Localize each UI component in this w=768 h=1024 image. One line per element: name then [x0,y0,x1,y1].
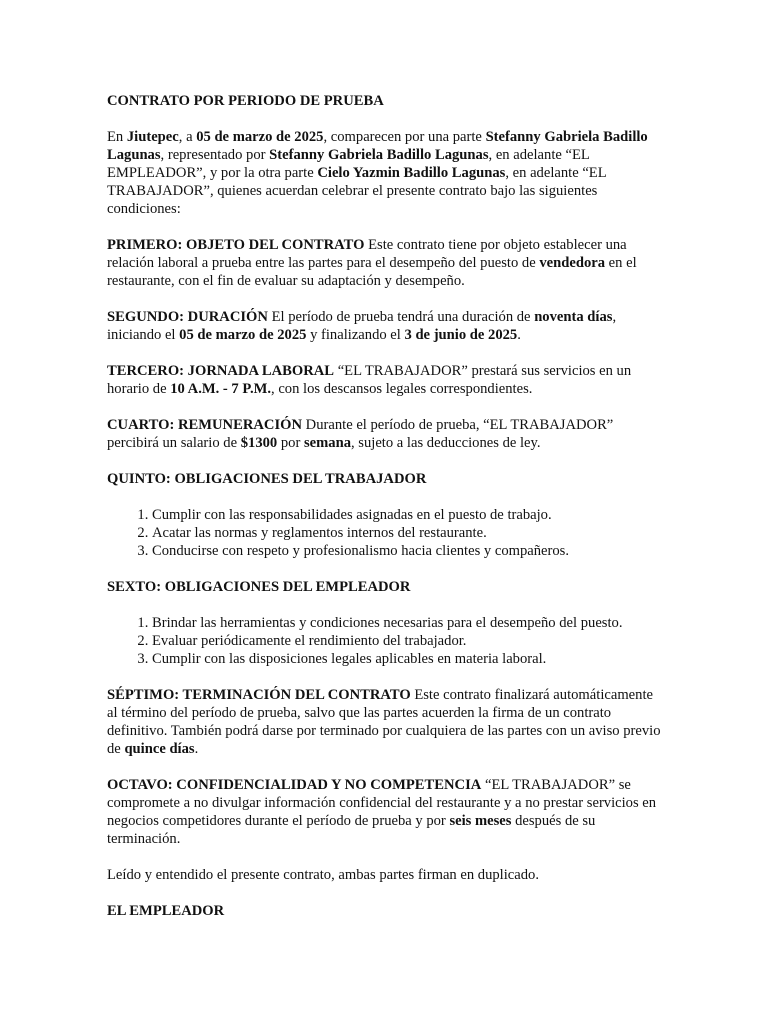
list-item: 1. Cumplir con las responsabilidades asignadas en el puesto de trabajo. [152,506,667,524]
non-compete-term: seis meses [449,813,512,829]
start-date: 05 de marzo de 2025 [179,327,307,343]
salary-amount: $1300 [240,435,278,451]
clause-septimo: SÉPTIMO: TERMINACIÓN DEL CONTRATO Este contrato finalizará automáticamente al término del período de prueba, salvo que las partes acuerden la firma de un contrato definitivo. También podrá darse por terminado por cualquiera de las partes con un aviso previo de quince días. [107,687,661,757]
employer-obligations-list [107,614,667,668]
closing-statement: Leído y entendido el presente contrato, ambas partes firman en duplicado. [107,867,539,883]
document-title: CONTRATO POR PERIODO DE PRUEBA [107,93,384,109]
trial-duration: noventa días [534,309,613,325]
clause-heading: SEGUNDO: DURACIÓN [107,309,268,325]
contract-date: 05 de marzo de 2025 [196,129,324,145]
clause-heading: OCTAVO: CONFIDENCIALIDAD Y NO COMPETENCIA [107,777,482,793]
worker-name: Cielo Yazmin Badillo Lagunas [317,165,506,181]
clause-octavo: OCTAVO: CONFIDENCIALIDAD Y NO COMPETENCIA “EL TRABAJADOR” se compromete a no divulgar información confidencial del restaurante y a no prestar servicios en negocios competidores durante el período de prueba y por seis meses después de su terminación. [107,777,657,847]
document-body [107,92,667,938]
signature-employer-label: EL EMPLEADOR [107,903,225,919]
clause-sexto-heading: SEXTO: OBLIGACIONES DEL EMPLEADOR [107,579,411,595]
end-date: 3 de junio de 2025 [404,327,518,343]
clause-cuarto: CUARTO: REMUNERACIÓN Durante el período de prueba, “EL TRABAJADOR” percibirá un salario de $1300 por semana, sujeto a las deducciones de ley. [107,417,614,451]
employer-name: Stefanny Gabriela Badillo Lagunas [107,129,648,163]
city: Jiutepec [126,129,179,145]
notice-period: quince días [124,741,195,757]
clause-segundo: SEGUNDO: DURACIÓN El período de prueba tendrá una duración de noventa días, iniciando el 05 de marzo de 2025 y finalizando el 3 de junio de 2025. [107,309,617,343]
clause-heading: TERCERO: JORNADA LABORAL [107,363,335,379]
list-item: 2. Evaluar periódicamente el rendimiento del trabajador. [152,632,667,650]
worker-obligations-list [107,506,667,560]
list-item: 2. Acatar las normas y reglamentos internos del restaurante. [152,524,667,542]
work-hours: 10 A.M. - 7 P.M. [170,381,272,397]
clause-primero: PRIMERO: OBJETO DEL CONTRATO Este contrato tiene por objeto establecer una relación laboral a prueba entre las partes para el desempeño del puesto de vendedora en el restaurante, con el fin de evaluar su adaptación y desempeño. [107,237,637,289]
clause-heading: CUARTO: REMUNERACIÓN [107,417,303,433]
clause-heading: SÉPTIMO: TERMINACIÓN DEL CONTRATO [107,687,411,703]
list-item: 3. Conducirse con respeto y profesionalismo hacia clientes y compañeros. [152,542,667,560]
clause-tercero: TERCERO: JORNADA LABORAL “EL TRABAJADOR” prestará sus servicios en un horario de 10 A.M. - 7 P.M., con los descansos legales correspondientes. [107,363,632,397]
list-item: 3. Cumplir con las disposiciones legales aplicables en materia laboral. [152,650,667,668]
intro-paragraph: En Jiutepec, a 05 de marzo de 2025, comparecen por una parte Stefanny Gabriela Badillo Lagunas, representado por Stefanny Gabriela Badillo Lagunas, en adelante “EL EMPLEADOR”, y por la otra parte Cielo Yazmin Badillo Lagunas, en adelante “EL TRABAJADOR”, quienes acuerdan celebrar el presente contrato bajo las siguientes condiciones: [107,129,648,217]
clause-quinto-heading: QUINTO: OBLIGACIONES DEL TRABAJADOR [107,471,427,487]
job-position: vendedora [539,255,606,271]
list-item: 1. Brindar las herramientas y condiciones necesarias para el desempeño del puesto. [152,614,667,632]
clause-heading: PRIMERO: OBJETO DEL CONTRATO [107,237,365,253]
salary-period: semana [303,435,351,451]
representative-name: Stefanny Gabriela Badillo Lagunas [269,147,489,163]
